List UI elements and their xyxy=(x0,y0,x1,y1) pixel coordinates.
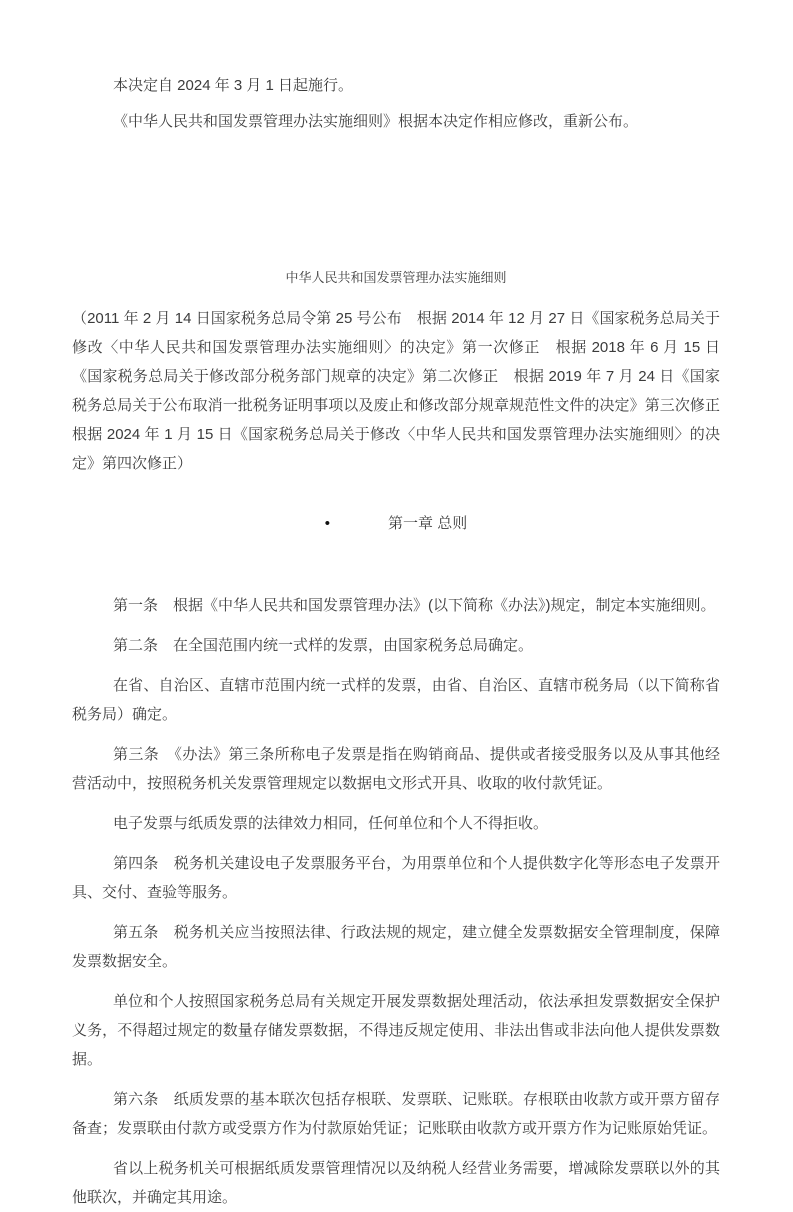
chapter-heading-row xyxy=(72,509,720,538)
article-paragraph-5-continued: 单位和个人按照国家税务总局有关规定开展发票数据处理活动，依法承担发票数据安全保护义务，不得超过规定的数量存储发票数据，不得违反规定使用、非法出售或非法向他人提供发票数据。 xyxy=(72,993,720,1068)
chapter-title: 第一章 总则 xyxy=(388,515,468,532)
article-paragraph-4: 第四条 税务机关建设电子发票服务平台，为用票单位和个人提供数字化等形态电子发票开具、交付、查验等服务。 xyxy=(72,855,720,901)
article-paragraph-5: 第五条 税务机关应当按照法律、行政法规的规定，建立健全发票数据安全管理制度，保障发票数据安全。 xyxy=(72,924,720,970)
bullet-icon: • xyxy=(324,515,331,532)
document-title: 中华人民共和国发票管理办法实施细则 xyxy=(285,270,507,285)
promulgation-note: （2011 年 2 月 14 日国家税务总局令第 25 号公布 根据 2014 年 12 月 27 日《国家税务总局关于修改〈中华人民共和国发票管理办法实施细则〉的决定》第一次修正 根据 2018 年 6 月 15 日《国家税务总局关于修改部分税务部门规章的决定》第二次修正 根据 2019 年 7 月 24 日《国家税务总局关于公布取消一批税务证明事项以及废止和修改部分规章规范性文件的决定》第三次修正 根据 2024 年 1 月 15 日《国家税务总局关于修改〈中华人民共和国发票管理办法实施细则〉的决定》第四次修正） xyxy=(72,310,736,472)
article-paragraph-6-continued: 省以上税务机关可根据纸质发票管理情况以及纳税人经营业务需要，增减除发票联以外的其他联次，并确定其用途。 xyxy=(72,1160,720,1206)
article-paragraph-3: 第三条 《办法》第三条所称电子发票是指在购销商品、提供或者接受服务以及从事其他经营活动中，按照税务机关发票管理规定以数据电文形式开具、收取的收付款凭证。 xyxy=(72,746,720,792)
article-paragraph-3-continued: 电子发票与纸质发票的法律效力相同，任何单位和个人不得拒收。 xyxy=(113,815,549,832)
article-paragraph-1: 第一条 根据《中华人民共和国发票管理办法》(以下简称《办法》)规定，制定本实施细则。 xyxy=(113,597,716,614)
intro-paragraph-effective-date: 本决定自 2024 年 3 月 1 日起施行。 xyxy=(113,77,354,94)
article-paragraph-6: 第六条 纸质发票的基本联次包括存根联、发票联、记账联。存根联由收款方或开票方留存备查；发票联由付款方或受票方作为付款原始凭证；记账联由收款方或开票方作为记账原始凭证。 xyxy=(72,1091,720,1137)
article-paragraph-2: 第二条 在全国范围内统一式样的发票，由国家税务总局确定。 xyxy=(113,637,534,654)
article-paragraph-2-continued: 在省、自治区、直辖市范围内统一式样的发票，由省、自治区、直辖市税务局（以下简称省税务局）确定。 xyxy=(72,677,720,723)
intro-paragraph-republish-note: 《中华人民共和国发票管理办法实施细则》根据本决定作相应修改，重新公布。 xyxy=(113,113,639,130)
